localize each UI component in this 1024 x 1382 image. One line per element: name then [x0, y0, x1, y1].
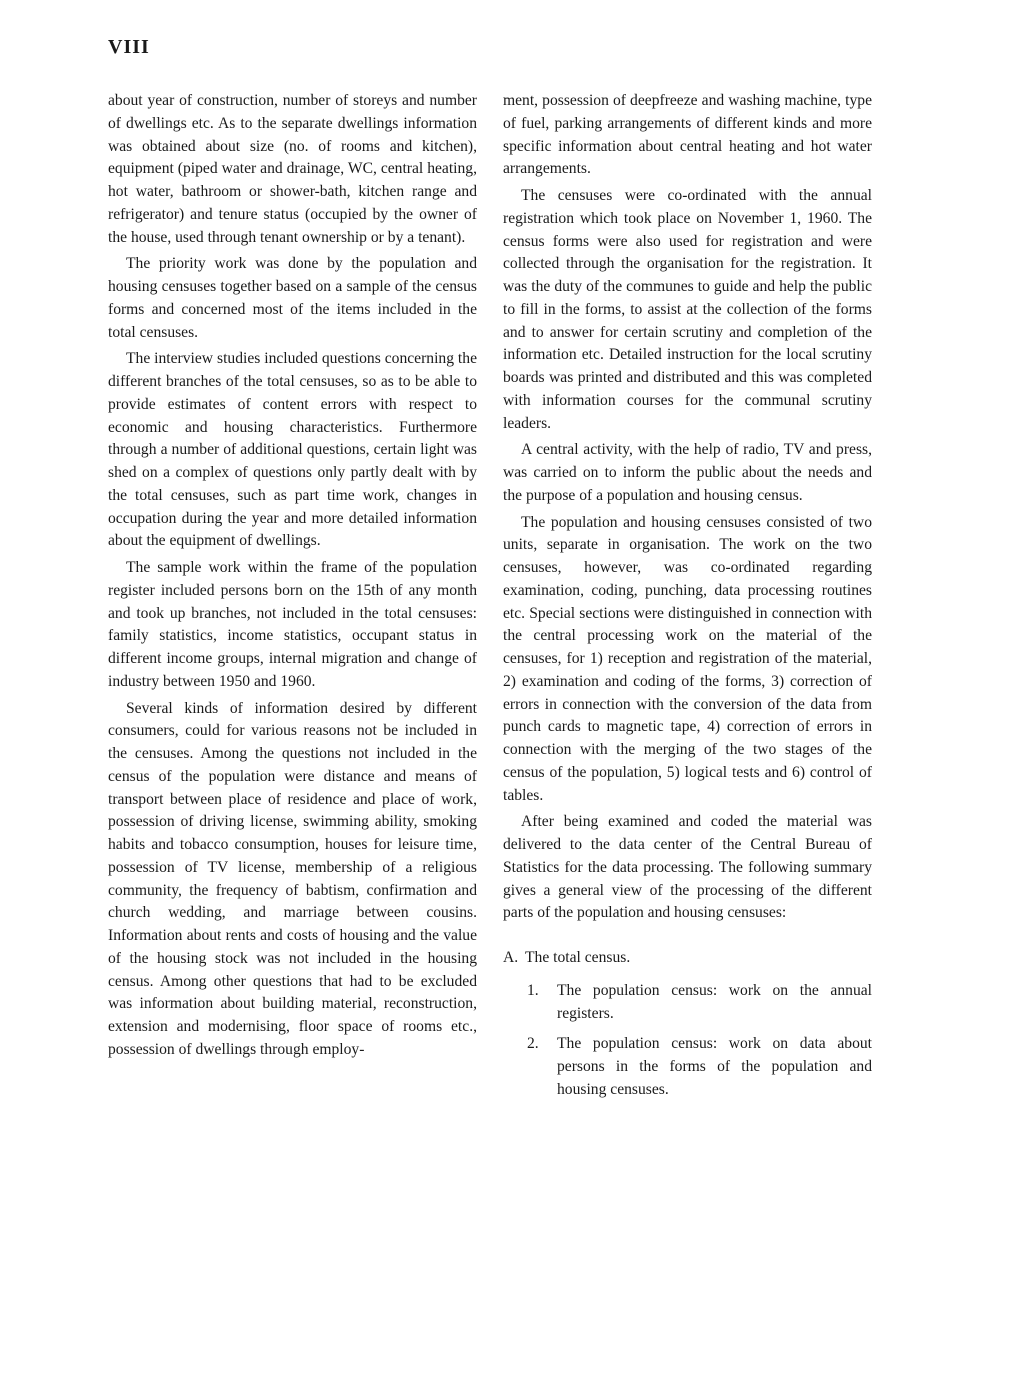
paragraph: Several kinds of information desired by different consumers, could for various reasons not be included in the censuses. Among the questions not included in the census of the population were distance and means of transport between place of residence and place of work, possession of driving license, swimming ability, smoking habits and tobacco consumption, houses for leisure time, possession of TV license, membership of a religious community, the frequency of babtism, confirmation and church wedding, and marriage between cousins. Information about rents and costs of housing and the value of the housing stock was not included in the housing census. Among other questions that had to be excluded was information about building material, reconstruction, extension and modernising, floor space of rooms etc., possession of dwellings through employ-	[108, 699, 477, 1058]
paragraph: The priority work was done by the population and housing censuses together based on a sample of the census forms and concerned most of the items included in the total censuses.	[108, 255, 477, 341]
paragraph: about year of construction, number of storeys and number of dwellings etc. As to the separate dwellings information was obtained about size (no. of rooms and kitchen), equipment (piped water and drainage, WC, central heating, hot water, bathroom or shower-bath, kitchen range and refrigerator) and tenure status (occupied by the owner of the house, used through tenant ownership or by a tenant).	[108, 92, 477, 246]
paragraph: The interview studies included questions concerning the different branches of the total censuses, so as to be able to provide estimates of content errors with respect to economic and housing characteristics. Furthermore through a number of additional questions, certain light was shed on a complex of questions only partly dealt with by the total censuses, such as part time work, changes in occupation during the year and more detailed information about the equipment of dwellings.	[108, 350, 477, 550]
paragraph: ment, possession of deepfreeze and washing machine, type of fuel, parking arrangements of different kinds and more specific information about central heating and hot water arrangements.	[503, 92, 872, 178]
paragraph: The censuses were co-ordinated with the annual registration which took place on November 1, 1960. The census forms were also used for registration and were collected through the organisation for the registration. It was the duty of the communes to guide and help the public to fill in the forms, to assist at the collection of the forms and to answer for certain scrutiny and completion of the information etc. Detailed instruction for the local scrutiny boards was printed and distributed and this was completed with information courses for the communal scrutiny leaders.	[503, 187, 872, 432]
page-number: VIII	[108, 36, 150, 58]
section-heading	[503, 947, 872, 970]
list-item	[527, 1033, 872, 1101]
list-number: 2.	[527, 1035, 539, 1053]
section-title: The total census.	[525, 949, 631, 966]
paragraph: The sample work within the frame of the population register included persons born on the 15th of any month and took up branches, not included in the total censuses: family statistics, income statistics, occupant status in different income groups, internal migration and change of industry between 1950 and 1960.	[108, 559, 477, 690]
list-number: 1.	[527, 981, 539, 999]
list-item	[527, 980, 872, 1026]
paragraph: After being examined and coded the material was delivered to the data center of the Central Bureau of Statistics for the data processing. The following summary gives a general view of the processing of the different parts of the population and housing censuses:	[503, 813, 872, 922]
left-column	[108, 90, 477, 1066]
list-text: The population census: work on the annual registers.	[557, 981, 872, 1022]
section-letter: A.	[503, 949, 519, 966]
paragraph: The population and housing censuses consisted of two units, separate in organisation. The work on the two censuses, however, was co-ordinated regarding examination, coding, punching, data processing routines etc. Special sections were distinguished in connection with the central processing work on the material of the censuses, for 1) reception and registration of the material, 2) examination and coding of the forms, 3) correction of errors in connection with the conversion of the data from punch cards to magnetic tape, 4) correction of errors in connection with the merging of the two stages of the census of the population, 5) logical tests and 6) control of tables.	[503, 513, 872, 804]
list-text: The population census: work on data about persons in the forms of the population and housing censuses.	[557, 1035, 872, 1098]
right-column	[503, 90, 872, 1110]
paragraph: A central activity, with the help of radio, TV and press, was carried on to inform the public about the needs and the purpose of a population and housing census.	[503, 441, 872, 504]
